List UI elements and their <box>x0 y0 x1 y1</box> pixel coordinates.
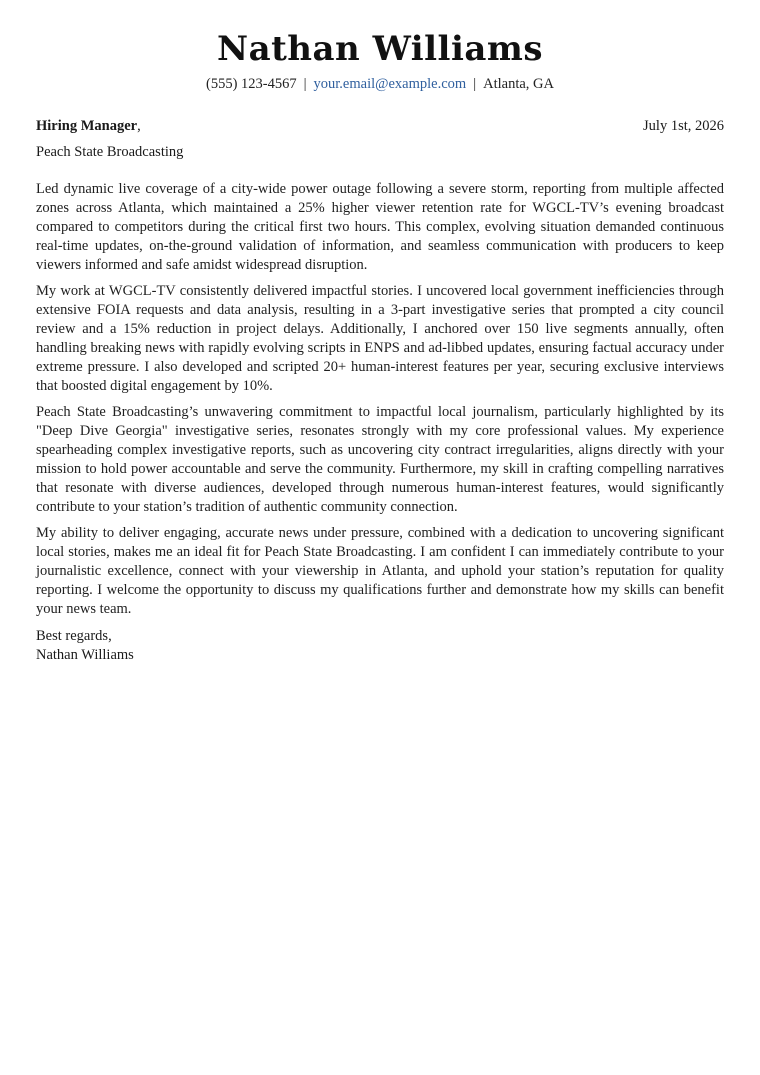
body-paragraph: Peach State Broadcasting’s unwavering commitment to impactful local journalism, particularly highlighted by its "Deep Dive Georgia" investigative series, resonates strongly with my core professional values. My experience spearheading complex investigative reports, such as uncovering city contract irregularities, aligns directly with your mission to hold power accountable and serve the community. Furthermore, my skill in crafting compelling narratives that resonate with diverse audiences, developed through numerous human-interest features, would significantly contribute to your station’s tradition of authentic community connection. <box>36 404 724 515</box>
location: Atlanta, GA <box>483 76 554 92</box>
applicant-name: Nathan Williams <box>216 29 544 69</box>
recipient-name: Hiring Manager <box>36 118 138 134</box>
closing-salutation: Best regards, <box>36 628 112 644</box>
letter-body <box>36 180 724 619</box>
body-paragraph: My ability to deliver engaging, accurate news under pressure, combined with a dedication to uncovering significant local stories, makes me an ideal fit for Peach State Broadcasting. I am confident I can immediately contribute to your journalistic excellence, connect with your viewership in Atlanta, and uphold your station’s reputation for quality reporting. I welcome the opportunity to discuss my qualifications further and demonstrate how my skills can benefit your news team. <box>36 525 724 617</box>
contact-separator: | <box>303 76 307 92</box>
recipient-name-suffix: , <box>137 118 141 134</box>
recipient-row <box>36 116 724 136</box>
contact-line <box>36 74 724 94</box>
closing-signature: Nathan Williams <box>36 647 134 663</box>
letter-closing <box>36 627 724 665</box>
recipient-greeting <box>36 116 141 136</box>
phone-number: (555) 123-4567 <box>206 76 297 92</box>
email-link[interactable]: your.email@example.com <box>313 76 467 92</box>
body-paragraph: My work at WGCL-TV consistently delivered impactful stories. I uncovered local government inefficiencies through extensive FOIA requests and data analysis, resulting in a 3-part investigative series that prompted a city council review and a 15% reduction in project delays. Additionally, I anchored over 150 live segments annually, often handling breaking news with rapidly evolving scripts in ENPS and ad-libbed updates, ensuring factual accuracy under extreme pressure. I also developed and scripted 20+ human-interest features per year, securing exclusive interviews that boosted digital engagement by 10%. <box>36 283 724 394</box>
recipient-company: Peach State Broadcasting <box>36 144 184 160</box>
contact-separator: | <box>473 76 477 92</box>
body-paragraph: Led dynamic live coverage of a city-wide power outage following a severe storm, reporting from multiple affected zones across Atlanta, which maintained a 25% higher viewer retention rate for WGCL-TV’s evening broadcast compared to competitors during the critical first two hours. This complex, evolving situation demanded continuous real-time updates, on-the-ground validation of information, and seamless communication with producers to keep viewers informed and safe amidst widespread disruption. <box>36 181 724 273</box>
letter-date: July 1st, 2026 <box>643 118 724 134</box>
